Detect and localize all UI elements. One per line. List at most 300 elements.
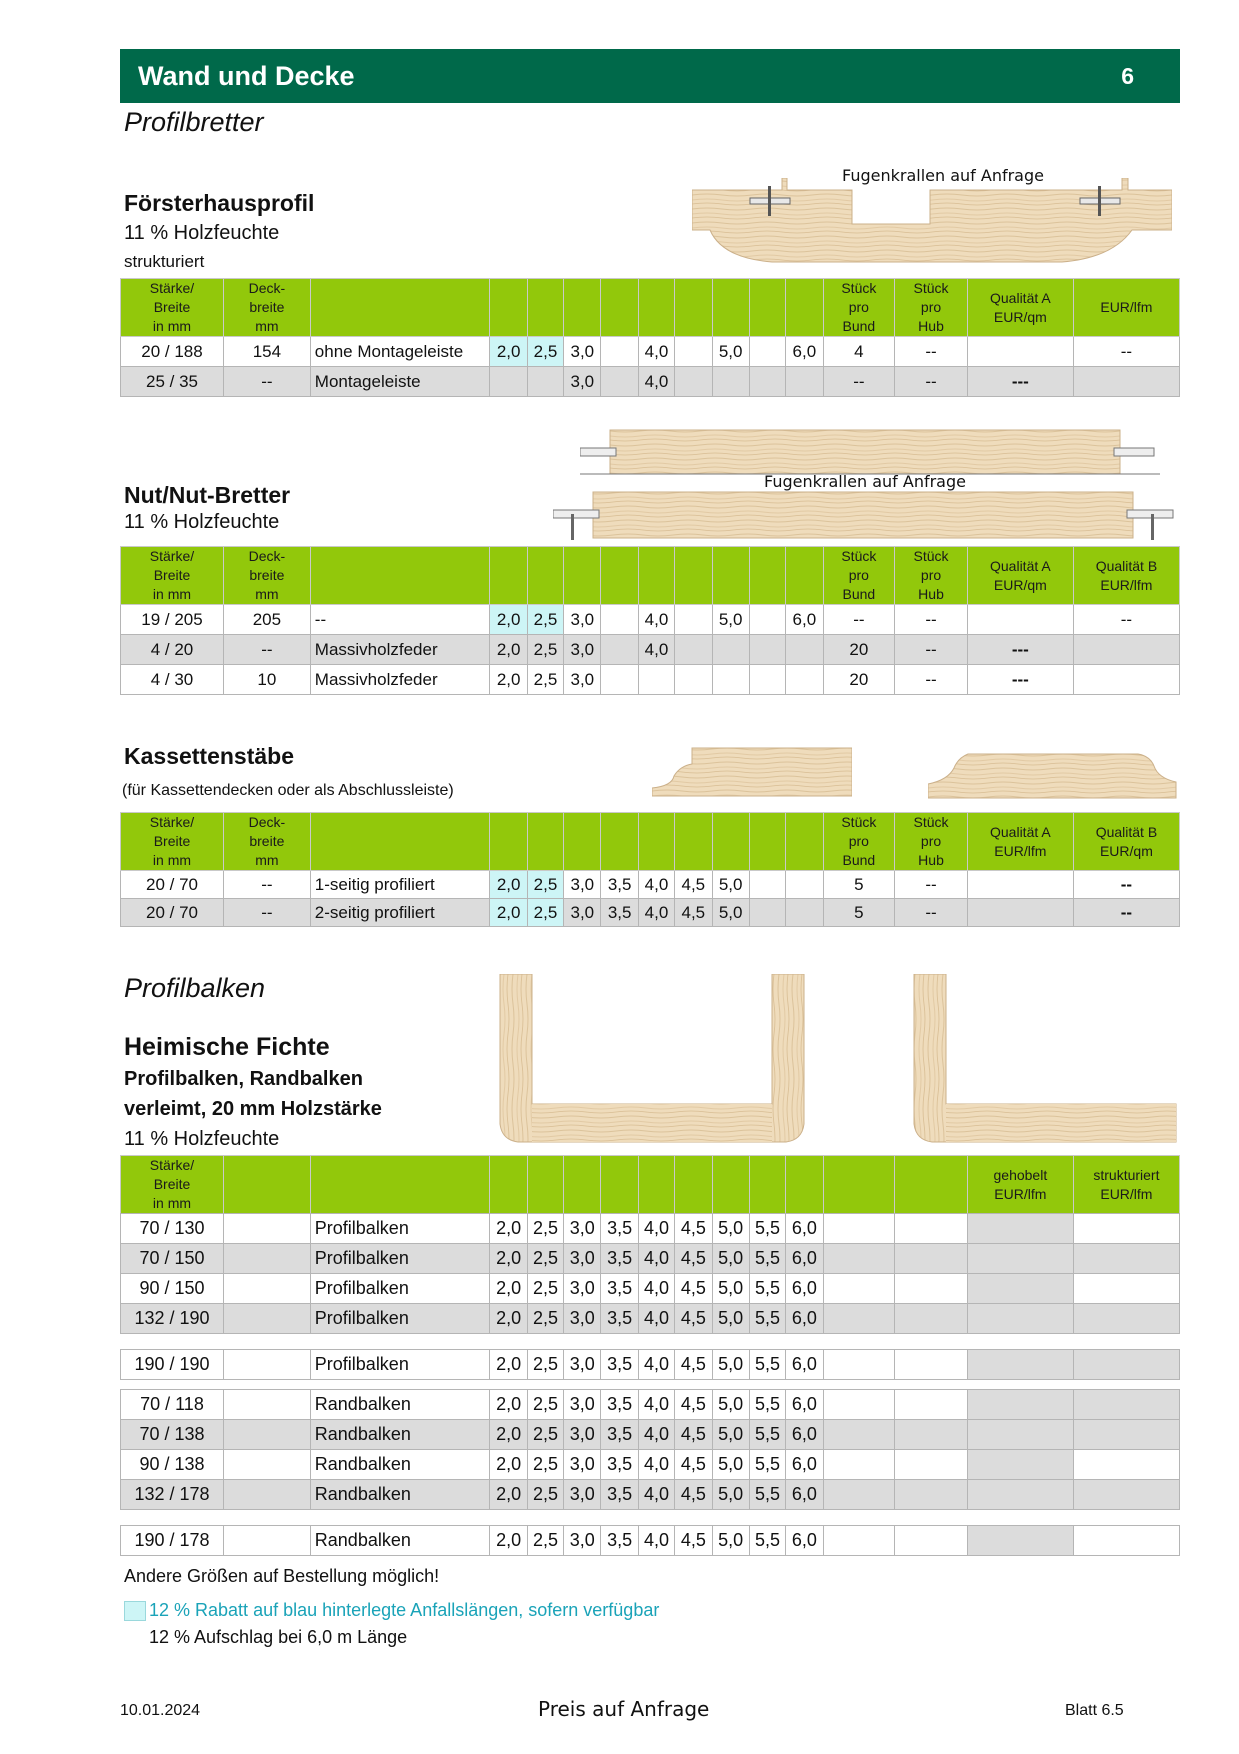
row-quality-a [967,899,1073,927]
row-pieces-bundle [823,1214,895,1244]
row-dimension: 20 / 70 [121,899,224,927]
row-length: 4,0 [638,1350,674,1380]
row-length: 6,0 [786,1480,823,1510]
row-price-planed [967,1526,1073,1556]
row-length: 3,0 [564,605,601,635]
row-length: 5,5 [749,1450,785,1480]
row-description: Profilbalken [310,1350,490,1380]
row-length [675,605,712,635]
table-row [121,1244,1180,1274]
row-length: 2,5 [527,1304,563,1334]
row-description: Massivholzfeder [310,635,490,665]
row-dimension: 90 / 138 [121,1450,224,1480]
nutnut-profile-image-bottom [553,490,1178,542]
header-length [749,813,785,871]
row-length: 4,5 [675,1304,712,1334]
row-length: 6,0 [786,1420,823,1450]
row-length [749,337,785,367]
row-length: 5,0 [712,1214,749,1244]
profilbalken-u-image [496,974,808,1144]
row-length: 3,0 [564,665,601,695]
row-length [675,635,712,665]
header-empty [712,1156,749,1214]
row-length: 2,5 [527,1480,563,1510]
row-length: 4,0 [638,605,674,635]
row-length: 2,5 [527,665,563,695]
row-dimension: 70 / 118 [121,1390,224,1420]
row-pieces-lift: -- [895,605,968,635]
header-pieces-bundle: Stück pro Bund [823,279,895,337]
header-empty [675,1156,712,1214]
row-deck-width [223,1420,310,1450]
row-description: Profilbalken [310,1304,490,1334]
header-description [310,813,490,871]
header-empty [564,1156,601,1214]
row-length: 2,5 [527,1274,563,1304]
row-length [675,367,712,397]
row-length: 4,0 [638,1420,674,1450]
row-dimension: 70 / 138 [121,1420,224,1450]
row-length [749,635,785,665]
header-length [786,547,823,605]
row-length [712,367,749,397]
header-length [786,813,823,871]
row-length: 2,5 [527,1526,563,1556]
randbalken-l-image [912,974,1178,1144]
row-price-planed [967,1274,1073,1304]
header-length [638,813,674,871]
row-length: 3,0 [564,1350,601,1380]
row-deck-width: 205 [223,605,310,635]
row-length: 5,5 [749,1274,785,1304]
row-length: 5,0 [712,1420,749,1450]
balken-table-header [120,1155,1180,1214]
row-price-structured [1073,1274,1179,1304]
row-length: 3,0 [564,1450,601,1480]
row-quality-a: --- [967,665,1073,695]
row-price-structured [1073,1420,1179,1450]
row-length: 5,0 [712,1244,749,1274]
row-length [749,871,785,899]
table-row [121,871,1180,899]
header-empty [601,1156,638,1214]
row-pieces-bundle [823,1526,895,1556]
row-length: 5,0 [712,1526,749,1556]
row-pieces-lift [895,1526,968,1556]
header-dimension: Stärke/ Breite in mm [121,1156,224,1214]
row-length: 2,0 [490,337,527,367]
row-deck-width [223,1526,310,1556]
header-length [712,547,749,605]
header-length [675,279,712,337]
row-length [675,665,712,695]
row-length: 6,0 [786,1214,823,1244]
row-price-structured [1073,1526,1179,1556]
header-quality-a: Qualität A EUR/lfm [967,813,1073,871]
row-length: 3,0 [564,337,601,367]
row-length: 3,5 [601,871,638,899]
row-description: Profilbalken [310,1244,490,1274]
header-pieces-lift: Stück pro Hub [895,279,968,337]
table-row [121,1526,1180,1556]
header-quality-b: Qualität B EUR/lfm [1073,547,1179,605]
row-pieces-lift [895,1350,968,1380]
row-length: 3,5 [601,1526,638,1556]
row-dimension: 20 / 188 [121,337,224,367]
row-length: 2,0 [490,1526,527,1556]
header-length [749,547,785,605]
row-pieces-lift [895,1244,968,1274]
row-length: 6,0 [786,1450,823,1480]
row-length: 2,0 [490,605,527,635]
balken-table-group3 [120,1389,1180,1510]
row-description: Randbalken [310,1450,490,1480]
row-description: ohne Montageleiste [310,337,490,367]
heimische-sub2: verleimt, 20 mm Holzstärke [124,1098,382,1120]
header-length [712,279,749,337]
header-empty [490,1156,527,1214]
header-empty [823,1156,895,1214]
header-length [490,547,527,605]
row-length: 2,5 [527,605,563,635]
row-length [786,665,823,695]
footer-sheet: Blatt 6.5 [1065,1702,1124,1719]
header-pieces-bundle: Stück pro Bund [823,813,895,871]
row-length: 2,5 [527,1390,563,1420]
row-length: 3,5 [601,1214,638,1244]
row-price-planed [967,1390,1073,1420]
header-dimension: Stärke/ Breite in mm [121,547,224,605]
row-length: 2,0 [490,1450,527,1480]
header-length [564,813,601,871]
other-sizes-note: Andere Größen auf Bestellung möglich! [124,1566,440,1586]
row-length: 3,5 [601,1390,638,1420]
row-price-planed [967,1244,1073,1274]
header-empty [786,1156,823,1214]
row-length: 2,5 [527,635,563,665]
header-length [527,547,563,605]
row-length: 4,5 [675,1390,712,1420]
header-length [675,813,712,871]
forster-price-table [120,278,1180,397]
row-quality-b [1073,665,1179,695]
row-length: 4,5 [675,1350,712,1380]
row-pieces-lift: -- [895,871,968,899]
row-length: 3,0 [564,1244,601,1274]
row-deck-width [223,1214,310,1244]
forster-profile-image [692,178,1172,270]
row-price-structured [1073,1214,1179,1244]
heimische-sub3: 11 % Holzfeuchte [124,1128,280,1150]
header-deck-width: Deck- breite mm [223,279,310,337]
row-dimension: 70 / 150 [121,1244,224,1274]
row-length: 5,0 [712,1450,749,1480]
row-pieces-bundle [823,1350,895,1380]
row-length: 3,0 [564,1214,601,1244]
row-length: 2,0 [490,1350,527,1380]
row-deck-width: -- [223,635,310,665]
header-empty [895,1156,968,1214]
row-length [675,337,712,367]
row-dimension: 132 / 190 [121,1304,224,1334]
header-quality-b: EUR/lfm [1073,279,1179,337]
row-length [527,367,563,397]
row-deck-width [223,1390,310,1420]
row-quality-b [1073,635,1179,665]
row-length [601,367,638,397]
row-quality-b: -- [1073,337,1179,367]
balken-table-group4 [120,1525,1180,1556]
row-description: Randbalken [310,1480,490,1510]
header-deck-width: Deck- breite mm [223,813,310,871]
row-length: 2,5 [527,1350,563,1380]
row-length: 3,0 [564,635,601,665]
row-length: 3,0 [564,1420,601,1450]
row-length: 4,0 [638,1480,674,1510]
table-row [121,1350,1180,1380]
table-row [121,899,1180,927]
row-deck-width [223,1480,310,1510]
row-pieces-bundle [823,1244,895,1274]
row-length: 5,0 [712,1480,749,1510]
row-length: 4,0 [638,635,674,665]
row-length: 3,0 [564,871,601,899]
row-description: Massivholzfeder [310,665,490,695]
row-pieces-bundle [823,1480,895,1510]
header-empty [223,1156,310,1214]
row-deck-width [223,1244,310,1274]
header-quality-a: Qualität A EUR/qm [967,279,1073,337]
row-length: 2,0 [490,1244,527,1274]
forster-title: Försterhausprofil [124,190,315,216]
row-length: 4,0 [638,337,674,367]
row-length: 6,0 [786,1244,823,1274]
row-deck-width [223,1274,310,1304]
table-row [121,1304,1180,1334]
table-row [121,635,1180,665]
row-length: 5,0 [712,1304,749,1334]
row-dimension: 132 / 178 [121,1480,224,1510]
footer-date: 10.01.2024 [120,1702,201,1719]
row-length: 3,5 [601,1420,638,1450]
row-length [786,635,823,665]
row-pieces-lift [895,1480,968,1510]
table-header-row [121,547,1180,605]
header-length [564,547,601,605]
row-length: 6,0 [786,605,823,635]
kassetten-profile-image-2 [928,752,1178,800]
row-length: 4,5 [675,1214,712,1244]
header-dimension: Stärke/ Breite in mm [121,279,224,337]
header-length [601,279,638,337]
row-pieces-bundle: 5 [823,899,895,927]
balken-table-group1 [120,1213,1180,1334]
row-dimension: 90 / 150 [121,1274,224,1304]
header-deck-width: Deck- breite mm [223,547,310,605]
row-pieces-bundle [823,1274,895,1304]
row-pieces-lift: -- [895,367,968,397]
row-length: 4,0 [638,871,674,899]
row-description: Randbalken [310,1390,490,1420]
row-description: 1-seitig profiliert [310,871,490,899]
row-length: 2,0 [490,1304,527,1334]
row-deck-width: -- [223,871,310,899]
row-length: 6,0 [786,1390,823,1420]
row-length: 4,0 [638,899,674,927]
heimische-sub1: Profilbalken, Randbalken [124,1068,363,1090]
row-length: 5,0 [712,871,749,899]
discount-legend-text: 12 % Rabatt auf blau hinterlegte Anfallslängen, sofern verfügbar [149,1600,660,1620]
header-description [310,547,490,605]
row-dimension: 4 / 20 [121,635,224,665]
row-length [601,337,638,367]
table-row [121,1390,1180,1420]
row-length: 5,5 [749,1350,785,1380]
table-row [121,367,1180,397]
row-length: 5,5 [749,1480,785,1510]
table-row [121,1214,1180,1244]
row-price-planed [967,1420,1073,1450]
header-length [601,547,638,605]
header-pieces-lift: Stück pro Hub [895,813,968,871]
row-length: 6,0 [786,337,823,367]
row-pieces-lift [895,1390,968,1420]
row-deck-width: 10 [223,665,310,695]
row-pieces-lift: -- [895,337,968,367]
row-length [712,665,749,695]
row-length: 4,0 [638,1304,674,1334]
row-length: 5,0 [712,1274,749,1304]
row-pieces-lift: -- [895,899,968,927]
header-empty [638,1156,674,1214]
row-description: 2-seitig profiliert [310,899,490,927]
row-length [749,367,785,397]
row-length: 4,0 [638,1274,674,1304]
row-pieces-lift [895,1214,968,1244]
row-price-planed [967,1304,1073,1334]
row-length: 3,0 [564,1526,601,1556]
header-planed: gehobelt EUR/lfm [967,1156,1073,1214]
row-price-structured [1073,1304,1179,1334]
row-length: 6,0 [786,1526,823,1556]
row-length [749,899,785,927]
row-pieces-lift: -- [895,665,968,695]
row-quality-a: --- [967,635,1073,665]
row-description: Randbalken [310,1420,490,1450]
row-deck-width [223,1304,310,1334]
row-length: 4,5 [675,1420,712,1450]
row-deck-width: -- [223,367,310,397]
row-deck-width [223,1450,310,1480]
table-row [121,337,1180,367]
row-quality-b: -- [1073,871,1179,899]
row-dimension: 4 / 30 [121,665,224,695]
header-length [527,813,563,871]
row-pieces-lift [895,1420,968,1450]
row-length: 2,0 [490,1480,527,1510]
row-length: 4,0 [638,1390,674,1420]
row-length [601,605,638,635]
table-row [121,1274,1180,1304]
row-length: 3,5 [601,899,638,927]
row-quality-a [967,605,1073,635]
row-dimension: 25 / 35 [121,367,224,397]
kassetten-title: Kassettenstäbe [124,743,295,769]
row-length: 2,0 [490,635,527,665]
header-length [786,279,823,337]
row-length: 5,0 [712,1390,749,1420]
row-length: 2,0 [490,1214,527,1244]
row-description: Profilbalken [310,1214,490,1244]
row-price-planed [967,1214,1073,1244]
row-length: 5,0 [712,1350,749,1380]
row-pieces-lift: -- [895,635,968,665]
row-length: 6,0 [786,1274,823,1304]
heimische-title: Heimische Fichte [124,1033,330,1061]
row-length: 4,5 [675,871,712,899]
row-price-structured [1073,1390,1179,1420]
row-dimension: 70 / 130 [121,1214,224,1244]
row-length: 3,5 [601,1450,638,1480]
table-row [121,1420,1180,1450]
row-length: 3,0 [564,1304,601,1334]
row-quality-a [967,871,1073,899]
discount-legend-swatch [124,1601,146,1621]
header-structured: strukturiert EUR/lfm [1073,1156,1179,1214]
row-length: 3,5 [601,1350,638,1380]
row-price-structured [1073,1480,1179,1510]
balken-table-group2 [120,1349,1180,1380]
row-price-structured [1073,1450,1179,1480]
row-length: 2,5 [527,871,563,899]
row-pieces-bundle: 20 [823,665,895,695]
row-length: 3,0 [564,367,601,397]
row-pieces-bundle: -- [823,367,895,397]
page-header [120,49,1180,103]
fugenkrallen-note-2: Fugenkrallen auf Anfrage [764,472,966,491]
row-length: 5,5 [749,1304,785,1334]
forster-sub1: 11 % Holzfeuchte [124,222,280,244]
kassetten-profile-image-1 [652,746,852,798]
row-length: 2,5 [527,337,563,367]
row-pieces-lift [895,1274,968,1304]
table-row [121,605,1180,635]
row-length: 2,5 [527,1214,563,1244]
row-deck-width: -- [223,899,310,927]
row-length: 2,5 [527,1420,563,1450]
nutnut-price-table [120,546,1180,695]
row-length: 3,5 [601,1480,638,1510]
row-length: 5,0 [712,899,749,927]
row-length [601,665,638,695]
row-length: 2,5 [527,899,563,927]
row-length: 6,0 [786,1304,823,1334]
page-number: 6 [1121,63,1134,89]
row-price-planed [967,1450,1073,1480]
table-row [121,665,1180,695]
row-pieces-lift [895,1304,968,1334]
row-pieces-bundle: 5 [823,871,895,899]
row-pieces-bundle [823,1450,895,1480]
row-description: -- [310,605,490,635]
header-pieces-lift: Stück pro Hub [895,547,968,605]
header-length [601,813,638,871]
page-title: Wand und Decke [138,61,355,91]
table-header-row [121,279,1180,337]
surcharge-note: 12 % Aufschlag bei 6,0 m Länge [149,1627,408,1647]
kassetten-sub1: (für Kassettendecken oder als Abschlussleiste) [122,782,454,799]
row-length: 2,0 [490,1420,527,1450]
